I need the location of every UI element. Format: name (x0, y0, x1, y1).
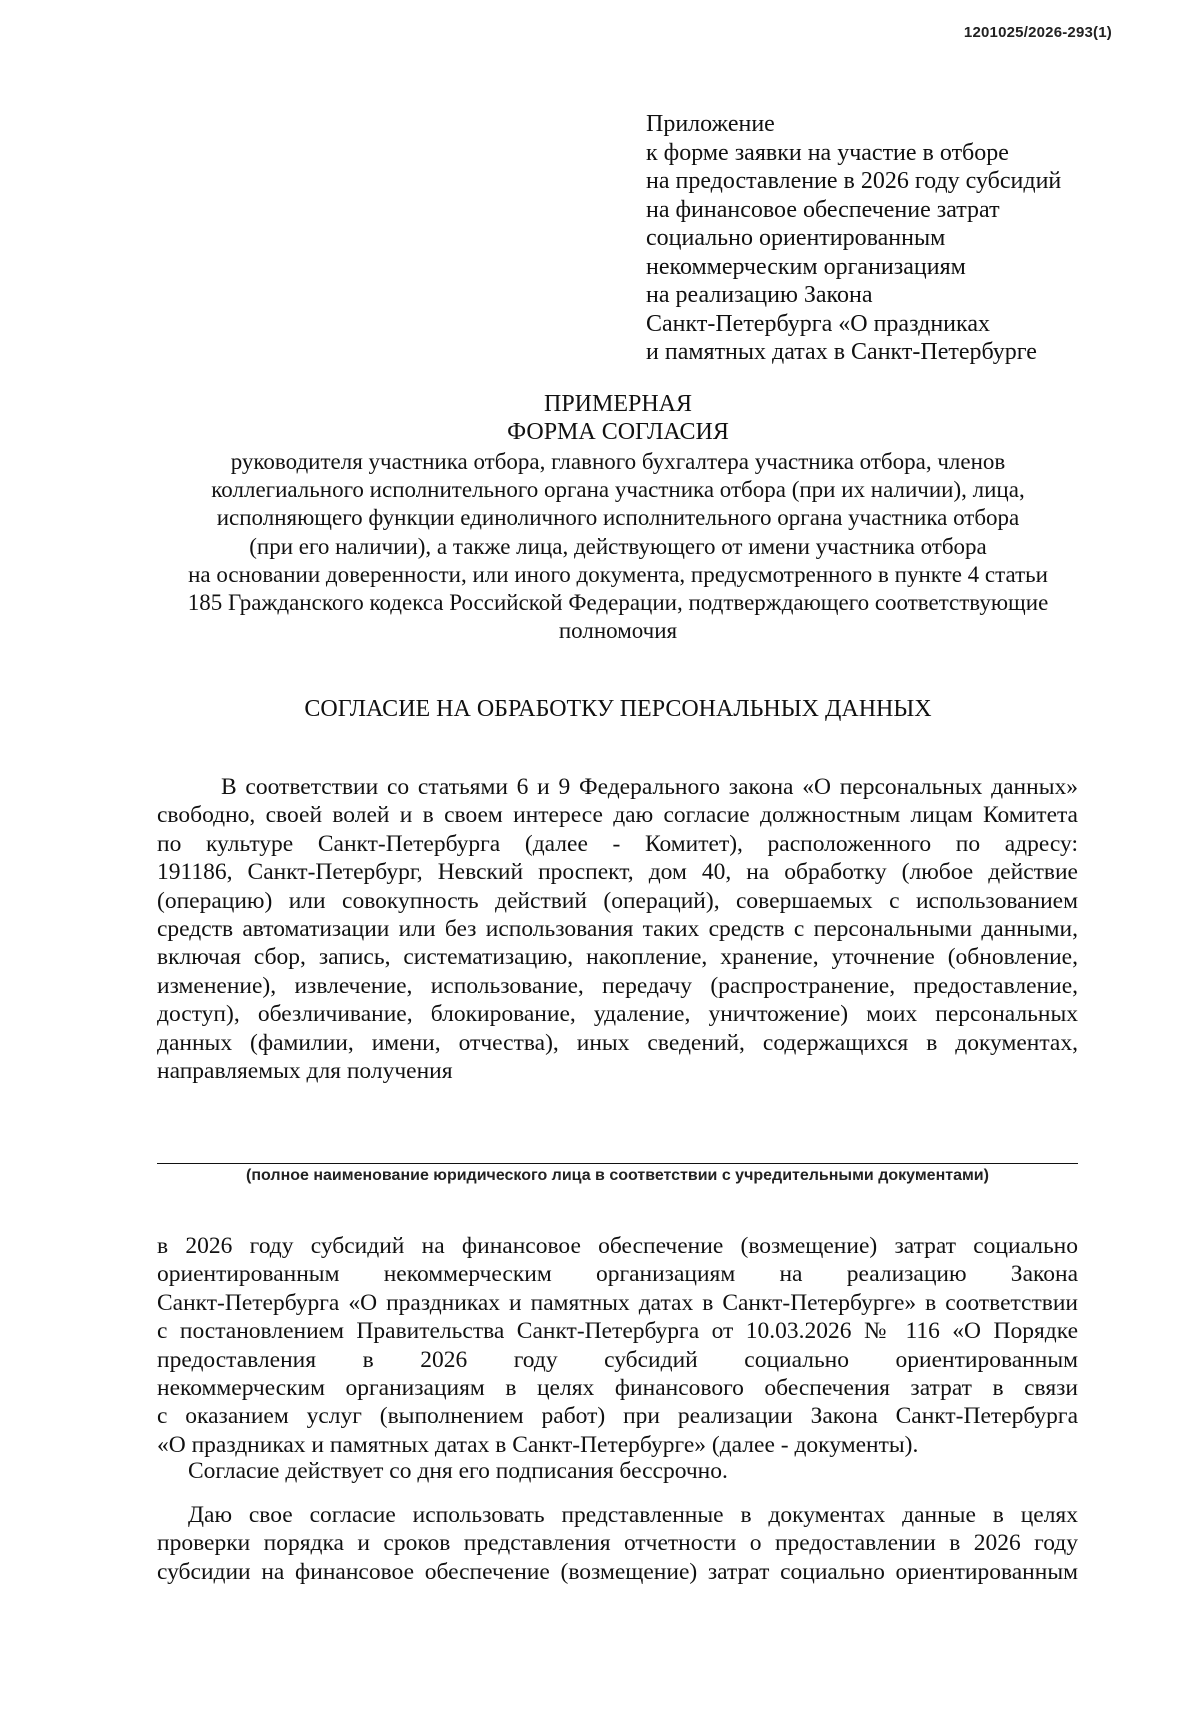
paragraph-line: изменение), извлечение, использование, передачу (распространение, предоставление, (157, 972, 1078, 999)
paragraph-line: средств автоматизации или без использования таких средств с персональными данными, (157, 915, 1078, 942)
subtitle-line: коллегиального исполнительного органа участника отбора (при их наличии), лица, (211, 477, 1025, 503)
subtitle-line: 185 Гражданского кодекса Российской Федерации, подтверждающего соответствующие (187, 590, 1049, 616)
appendix-line: на предоставление в 2026 году субсидий (646, 168, 1062, 194)
consent-heading: СОГЛАСИЕ НА ОБРАБОТКУ ПЕРСОНАЛЬНЫХ ДАННЫХ (304, 696, 932, 722)
appendix-line: и памятных датах в Санкт-Петербурге (646, 339, 1037, 365)
consent-paragraph-1 (157, 773, 1078, 1085)
document-number: 1201025/2026-293(1) (963, 24, 1112, 41)
paragraph-line: В соответствии со статьями 6 и 9 Федерального закона «О персональных данных» (221, 774, 1078, 800)
appendix-line: на реализацию Закона (646, 282, 873, 308)
paragraph-line: доступ), обезличивание, блокирование, удаление, уничтожение) моих персональных (157, 1001, 1078, 1028)
paragraph-line: в 2026 году субсидий на финансовое обеспечение (возмещение) затрат социально (157, 1233, 1078, 1259)
organization-name-field-line[interactable] (157, 1163, 1078, 1164)
paragraph-line: «О праздниках и памятных датах в Санкт-Петербурге» (далее - документы). (157, 1431, 919, 1458)
appendix-line: Приложение (646, 111, 775, 137)
paragraph-line: направляемых для получения (157, 1057, 453, 1084)
paragraph-line: данных (фамилии, имени, отчества), иных сведений, содержащихся в документах, (157, 1029, 1078, 1056)
paragraph-line: 191186, Санкт-Петербург, Невский проспект, дом 40, на обработку (любое действие (157, 859, 1078, 886)
paragraph-line: с оказанием услуг (выполнением работ) при реализации Закона Санкт-Петербурга (157, 1403, 1078, 1430)
appendix-line: Санкт-Петербурга «О праздниках (646, 310, 990, 337)
appendix-line: социально ориентированным (646, 225, 946, 251)
consent-paragraph-2 (157, 1232, 1078, 1459)
paragraph-line: (операцию) или совокупность действий (операций), совершаемых с использованием (157, 887, 1078, 914)
appendix-line: к форме заявки на участие в отборе (646, 139, 1009, 166)
form-title-line: ПРИМЕРНАЯ (543, 391, 693, 417)
consent-validity-paragraph: Согласие действует со дня его подписания бессрочно. (188, 1458, 728, 1484)
paragraph-line: проверки порядка и сроков представления отчетности о предоставлении в 2026 году (157, 1530, 1078, 1557)
form-subtitle (148, 448, 1088, 645)
appendix-line: на финансовое обеспечение затрат (646, 196, 1000, 223)
paragraph-line: Санкт-Петербурга «О праздниках и памятных датах в Санкт-Петербурге» в соответствии (157, 1289, 1078, 1316)
appendix-block (646, 110, 1106, 367)
paragraph-line: включая сбор, запись, систематизацию, накопление, хранение, уточнение (обновление, (157, 944, 1078, 971)
subtitle-line: полномочия (558, 618, 678, 644)
paragraph-line: ориентированным некоммерческим организациям на реализацию Закона (157, 1261, 1078, 1288)
form-title-block (148, 390, 1088, 645)
paragraph-line: некоммерческим организациям в целях финансового обеспечения затрат в связи (157, 1374, 1078, 1401)
organization-name-caption: (полное наименование юридического лица в соответствии с учредительными документами) (246, 1167, 989, 1184)
subtitle-line: на основании доверенности, или иного документа, предусмотренного в пункте 4 статьи (188, 561, 1048, 587)
form-title-line: ФОРМА СОГЛАСИЯ (507, 419, 729, 445)
consent-paragraph-4 (157, 1501, 1078, 1586)
paragraph-line: субсидии на финансовое обеспечение (возмещение) затрат социально ориентированным (157, 1558, 1078, 1585)
paragraph-line: Даю свое согласие использовать представленные в документах данные в целях (188, 1502, 1078, 1528)
subtitle-line: исполняющего функции единоличного исполнительного органа участника отбора (216, 505, 1020, 531)
subtitle-line: (при его наличии), а также лица, действующего от имени участника отбора (249, 533, 987, 559)
paragraph-line: предоставления в 2026 году субсидий социально ориентированным (157, 1346, 1078, 1373)
subtitle-line: руководителя участника отбора, главного бухгалтера участника отбора, членов (230, 449, 1006, 474)
paragraph-line: свободно, своей волей и в своем интересе даю согласие должностным лицам Комитета (157, 802, 1078, 829)
paragraph-line: с постановлением Правительства Санкт-Петербурга от 10.03.2026 № 116 «О Порядке (157, 1318, 1078, 1345)
paragraph-line: по культуре Санкт-Петербурга (далее - Комитет), расположенного по адресу: (157, 830, 1078, 857)
appendix-line: некоммерческим организациям (646, 253, 966, 280)
